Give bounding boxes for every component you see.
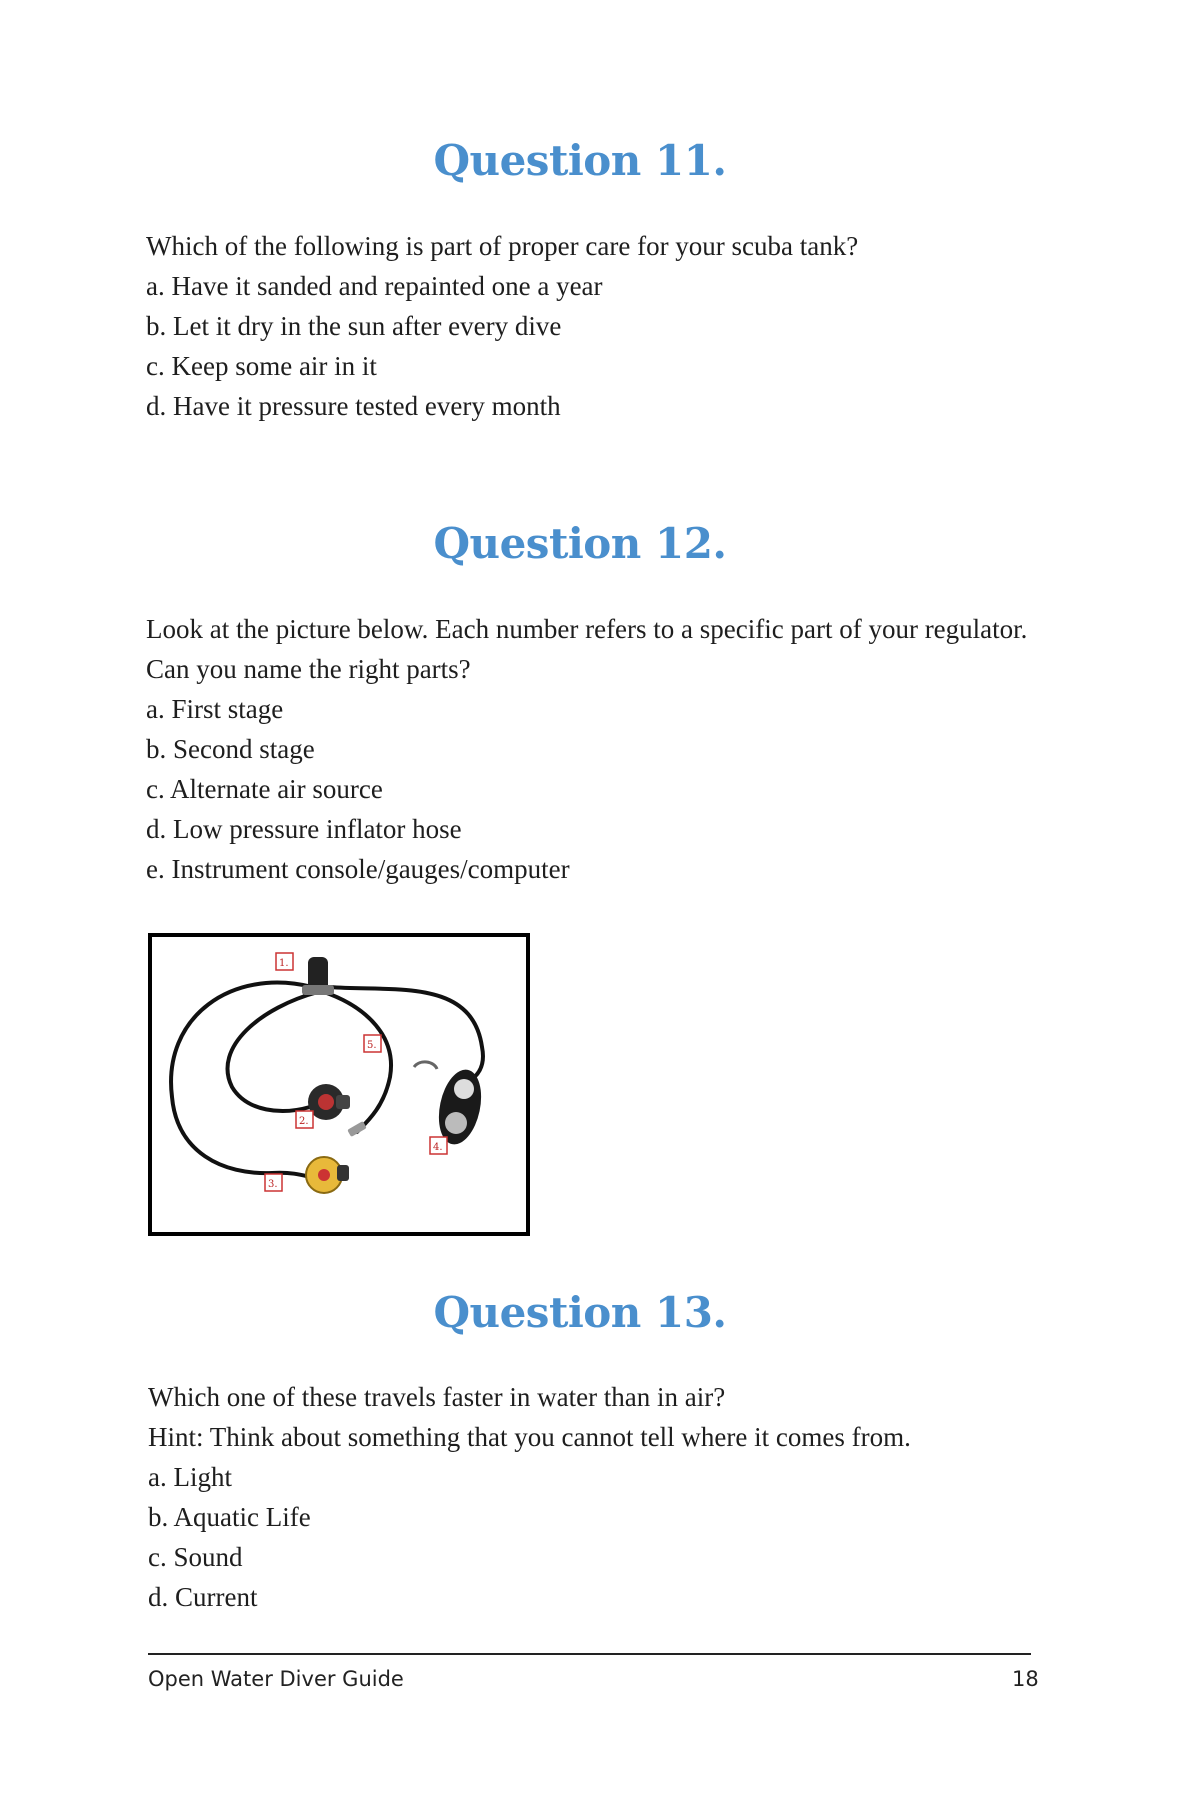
question-12-prompt-continued: Can you name the right parts? <box>146 654 471 684</box>
label-2: 2. <box>299 1116 309 1127</box>
alternate-hose <box>171 983 312 1177</box>
question-11-option-b: b. Let it dry in the sun after every dive <box>146 311 562 341</box>
question-13-option-c: c. Sound <box>148 1542 243 1572</box>
question-12-body <box>146 609 1027 889</box>
first-stage-part <box>302 957 334 995</box>
label-3: 3. <box>268 1179 278 1190</box>
label-5: 5. <box>367 1040 377 1051</box>
question-11-prompt: Which of the following is part of proper care for your scuba tank? <box>146 231 859 261</box>
question-11-option-a: a. Have it sanded and repainted one a year <box>146 271 603 301</box>
footer-divider <box>148 1653 1031 1655</box>
alternate-air-source-part <box>306 1157 349 1193</box>
question-13-option-b: b. Aquatic Life <box>148 1502 311 1532</box>
question-11-option-d: d. Have it pressure tested every month <box>146 391 561 421</box>
question-13-body <box>148 1377 911 1617</box>
question-12-prompt: Look at the picture below. Each number refers to a specific part of your regulator. <box>146 614 1028 644</box>
question-13-prompt: Which one of these travels faster in water than in air? <box>148 1382 726 1412</box>
question-12-option-d: d. Low pressure inflator hose <box>146 814 462 844</box>
page-number: 18 <box>1012 1667 1039 1691</box>
question-12-option-a: a. First stage <box>146 694 284 724</box>
label-1: 1. <box>279 958 289 969</box>
question-12-option-b: b. Second stage <box>146 734 315 764</box>
question-11-title: Question 11. <box>433 136 727 185</box>
second-stage-part <box>308 1084 350 1120</box>
second-stage-hose <box>228 992 318 1111</box>
label-4: 4. <box>433 1142 443 1153</box>
question-12-option-e: e. Instrument console/gauges/computer <box>146 854 570 884</box>
regulator-illustration <box>152 937 526 1232</box>
inflator-fitting <box>347 1121 367 1137</box>
regulator-figure <box>148 933 530 1236</box>
question-13-title: Question 13. <box>433 1288 727 1337</box>
console-hose <box>330 987 483 1082</box>
question-12-option-c: c. Alternate air source <box>146 774 383 804</box>
question-13-option-d: d. Current <box>148 1582 258 1612</box>
question-13-option-a: a. Light <box>148 1462 232 1492</box>
footer-title: Open Water Diver Guide <box>148 1667 404 1691</box>
question-12-title: Question 12. <box>433 519 727 568</box>
question-11-body <box>146 226 858 426</box>
question-11-option-c: c. Keep some air in it <box>146 351 377 381</box>
question-13-hint: Hint: Think about something that you cannot tell where it comes from. <box>148 1422 911 1452</box>
